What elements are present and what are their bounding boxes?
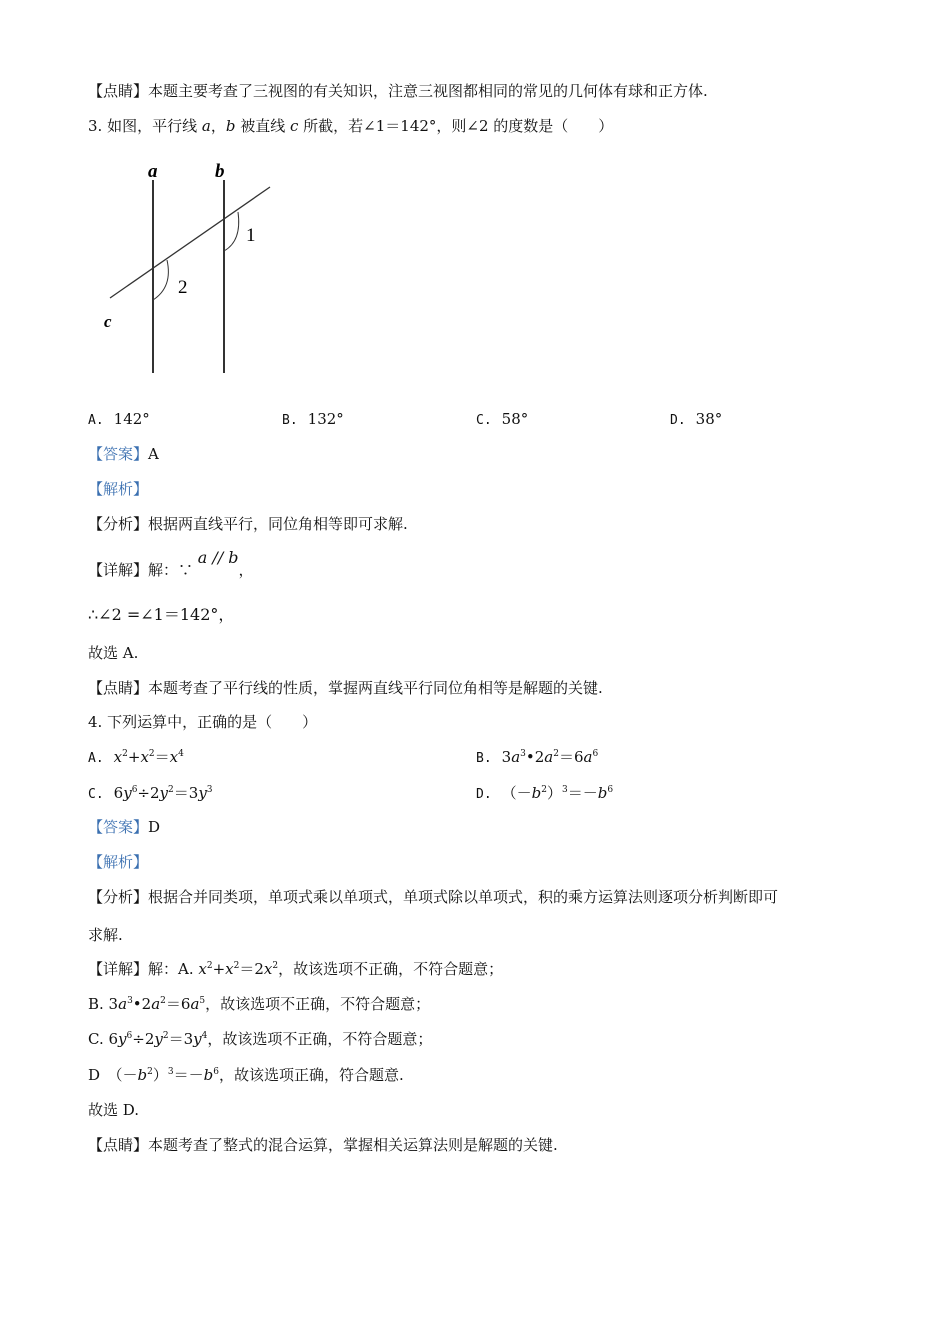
q3-detail (88, 548, 254, 580)
exponent: 2 (553, 749, 559, 759)
stem-text: ， (210, 117, 226, 135)
exponent: 2 (162, 1031, 169, 1041)
fenxi-text: 根据合并同类项，单项式乘以单项式，单项式除以单项式，积的乘方运算法则逐项分析判断即可 (148, 888, 779, 906)
q4-remark (88, 1135, 558, 1155)
option-text: 38° (695, 410, 723, 428)
fenxi-tag: 【分析】 (88, 515, 149, 533)
therefore-end: ， (218, 605, 235, 624)
math: ＝2 (239, 960, 264, 978)
answer-value: A (148, 445, 159, 463)
exponent: 3 (167, 1067, 174, 1077)
answer-tag: 【答案】 (88, 445, 149, 463)
therefore-expression: ∴∠2 =∠1＝142° (88, 605, 219, 624)
math: ÷2 (137, 784, 160, 802)
math: y (154, 1030, 163, 1048)
detail-tag: 【详解】 (88, 561, 149, 579)
option-letter: B. (476, 751, 492, 766)
exponent: 2 (272, 961, 279, 971)
stem-text: 被直线 (235, 117, 290, 135)
exponent: 2 (541, 785, 548, 795)
stem-text: 所截，若∠1＝142°，则∠2 的度数是（ ） (298, 117, 614, 135)
option-letter: D. (670, 413, 686, 428)
label-b: b (215, 161, 225, 182)
math: ÷2 (132, 1030, 155, 1048)
exponent: 3 (127, 996, 133, 1006)
option-letter: A. (88, 413, 104, 428)
parallel-expression: a // b (197, 548, 239, 567)
option-letter: A. (88, 751, 104, 766)
math: ＝6 (165, 995, 191, 1013)
exponent: 4 (201, 1031, 208, 1041)
q4-option-a (88, 747, 184, 769)
detail-text: ，故该选项不正确，不符合题意； (205, 995, 431, 1013)
q3-option-d (670, 409, 722, 431)
q3-fenxi (88, 514, 408, 534)
exponent: 2 (147, 1067, 153, 1077)
exponent: 6 (131, 785, 138, 795)
remark-tag: 【点睛】 (88, 679, 149, 697)
var-a: a (201, 117, 211, 135)
q4-fenxi-cont: 求解. (88, 926, 123, 944)
q4-analysis-tag: 【解析】 (88, 853, 149, 871)
detail-tag: 【详解】 (88, 960, 149, 978)
q3-remark (88, 678, 603, 698)
math: ＝ (154, 748, 170, 766)
q4-detail-b (88, 994, 430, 1014)
remark-text: 本题主要考查了三视图的有关知识，注意三视图都相同的常见的几何体有球和正方体. (148, 82, 708, 100)
math: ＝－ (173, 1066, 204, 1084)
exponent: 2 (206, 961, 213, 971)
math: x (198, 960, 207, 978)
option-letter: B. (282, 413, 298, 428)
fenxi-text: 根据两直线平行，同位角相等即可求解. (148, 515, 408, 533)
q4-detail-a (88, 959, 503, 979)
math: y (123, 784, 132, 802)
math: b (597, 784, 608, 802)
math: y (159, 784, 169, 802)
q3-option-b (282, 409, 344, 431)
q4-option-b (476, 747, 598, 769)
math: ＝6 (558, 748, 584, 766)
math: a (190, 995, 200, 1013)
remark-text: 本题考查了平行线的性质，掌握两直线平行同位角相等是解题的关键. (148, 679, 603, 697)
var-b: b (225, 117, 236, 135)
detail-text: ，故该选项不正确，不符合题意； (207, 1030, 433, 1048)
q3-therefore (88, 605, 234, 625)
math: ） (547, 784, 563, 802)
math: y (193, 1030, 202, 1048)
q3-option-c (476, 409, 528, 431)
detail-text: D （－ (88, 1066, 138, 1084)
exponent: 5 (199, 996, 206, 1006)
math: a (583, 748, 593, 766)
math: y (198, 784, 207, 802)
exponent: 6 (126, 1031, 133, 1041)
exponent: 6 (607, 785, 614, 795)
math: b (137, 1066, 148, 1084)
option-text: 58° (501, 410, 529, 428)
q3-answer (88, 444, 159, 464)
label-a: a (148, 161, 158, 182)
q4-detail-c (88, 1029, 432, 1049)
math: y (118, 1030, 127, 1048)
exponent: 6 (592, 749, 599, 759)
exponent: 2 (168, 785, 174, 795)
remark-tag: 【点睛】 (88, 82, 149, 100)
q4-answer (88, 817, 160, 837)
option-text: 132° (307, 410, 344, 428)
math: 3 (501, 748, 512, 766)
math: a (118, 995, 128, 1013)
question-4-stem: 4. 下列运算中，正确的是（ ） (88, 713, 318, 731)
math: x (113, 748, 123, 766)
q4-choose: 故选 D. (88, 1101, 140, 1119)
option-letter: D. (476, 787, 492, 802)
remark-tag: 【点睛】 (88, 1136, 149, 1154)
answer-value: D (148, 818, 161, 836)
remark-line-q2 (88, 81, 708, 101)
exponent: 4 (178, 749, 184, 759)
math: a (151, 995, 161, 1013)
label-c: c (104, 312, 112, 331)
answer-tag: 【答案】 (88, 818, 149, 836)
math: ＝3 (168, 1030, 194, 1048)
remark-text: 本题考查了整式的混合运算，掌握相关运算法则是解题的关键. (148, 1136, 558, 1154)
q4-detail-d (88, 1065, 404, 1085)
detail-text: ，故该选项正确，符合题意. (218, 1066, 404, 1084)
math: b (531, 784, 542, 802)
detail-text: C. 6 (88, 1030, 119, 1048)
var-c: c (289, 117, 299, 135)
math: x (263, 960, 273, 978)
fenxi-tag: 【分析】 (88, 888, 149, 906)
math: •2 (525, 748, 545, 766)
q4-fenxi (88, 887, 778, 907)
exponent: 2 (148, 749, 155, 759)
math: x (140, 748, 149, 766)
option-text: 142° (113, 410, 150, 428)
math: a (511, 748, 521, 766)
exponent: 3 (562, 785, 568, 795)
exponent: 3 (520, 749, 526, 759)
math: x (169, 748, 179, 766)
detail-text: B. 3 (88, 995, 119, 1013)
q4-option-c (88, 783, 213, 805)
math: ） (152, 1066, 168, 1084)
detail-text: ， (238, 561, 254, 579)
label-2: 2 (178, 277, 188, 298)
exponent: 2 (233, 961, 240, 971)
math: （－ (501, 784, 532, 802)
math: x (225, 960, 234, 978)
math: •2 (132, 995, 152, 1013)
option-letter: C. (88, 787, 104, 802)
math: ＝3 (173, 784, 199, 802)
detail-text: ，故该选项不正确，不符合题意； (278, 960, 504, 978)
stem-text: 3. 如图，平行线 (88, 117, 202, 135)
math: + (212, 960, 226, 978)
exponent: 3 (206, 785, 213, 795)
math: + (127, 748, 141, 766)
detail-text: 解：A. (148, 960, 199, 978)
parallel-lines-figure (100, 155, 290, 380)
question-3-stem (88, 116, 613, 136)
label-1: 1 (246, 225, 256, 246)
exponent: 2 (160, 996, 166, 1006)
math: ＝－ (567, 784, 598, 802)
exponent: 2 (122, 749, 128, 759)
math: b (203, 1066, 214, 1084)
math: 6 (113, 784, 124, 802)
q3-choose: 故选 A. (88, 644, 139, 662)
q3-option-a (88, 409, 150, 431)
option-letter: C. (476, 413, 492, 428)
q4-option-d (476, 783, 613, 805)
math: a (544, 748, 554, 766)
exponent: 6 (213, 1067, 219, 1077)
q3-analysis-tag: 【解析】 (88, 480, 149, 498)
detail-text: 解：∵ (148, 561, 198, 579)
